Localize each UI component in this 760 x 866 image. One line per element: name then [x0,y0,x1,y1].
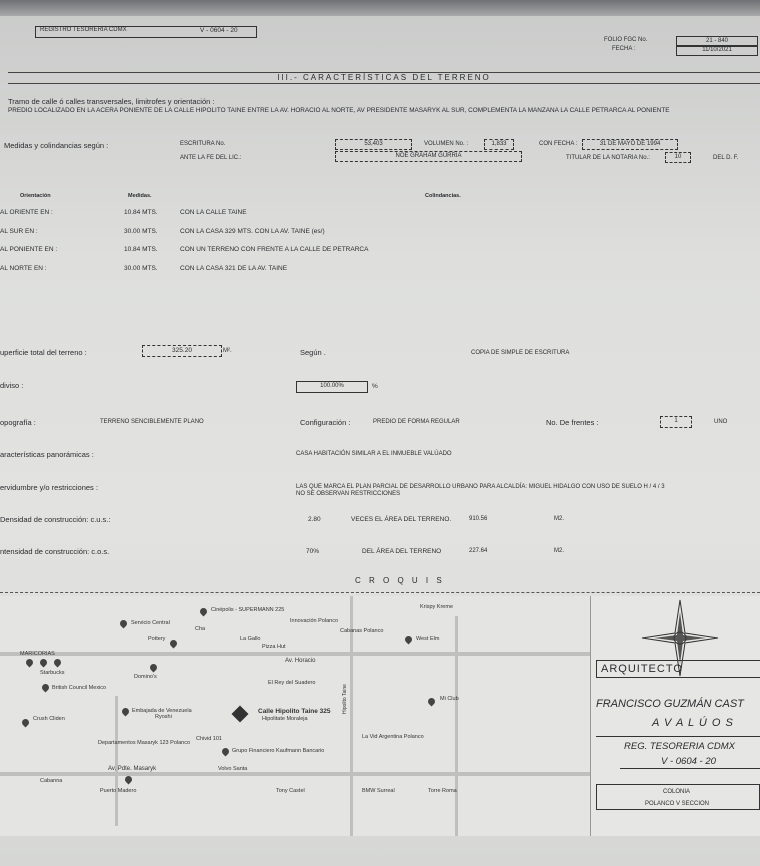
pin-icon [169,639,179,649]
pin-icon [404,635,414,645]
notaria-value: 10 [665,152,691,163]
tramo-text: PREDIO LOCALIZADO EN LA ACERA PONIENTE DE LA CALLE HIPOLITO TAINE ENTRE LA AV. HORACIO AL NORTE, AV PRESIDENTE MASARYK AL SUR, COMPLEMENTA LA MANZANA LA CALLE PETRARCA AL PONIENTE [8,107,670,114]
place-label: West Elm [416,636,440,642]
row-orientacion: AL SUR EN : [0,228,38,235]
stamp-role: A V A L Ú O S [652,717,734,729]
ante-label: ANTE LA FE DEL LIC.: [180,155,242,161]
cus-factor: 2.80 [308,516,321,523]
servidumbre-value-1: LAS QUE MARCA EL PLAN PARCIAL DE DESARROLLO URBANO PARA ALCALDÍA: MIGUEL HIDALGO CON USO DE SUELO H / 4 / 3 [296,484,665,490]
row-medida: 30.00 MTS. [124,228,158,235]
header-medidas: Medidas. [128,193,152,199]
cus-label: Densidad de construcción: c.u.s.: [0,515,111,524]
topografia-value: TERRENO SENCIBLEMENTE PLANO [100,419,204,425]
place-label: Pottery [148,636,166,642]
superficie-value: 325.20 [142,345,222,357]
place-label: Cabanna [40,778,63,784]
volumen-value: 1,833 [484,139,514,150]
medidas-label: Medidas y colindancias según : [4,141,109,150]
frentes-value: 1 [660,416,692,428]
frentes-text: UNO [714,419,728,425]
croquis-title: C R O Q U I S [355,576,445,585]
con-fecha-value: 31 DE MAYO DE 1994 [582,139,678,150]
place-label: Grupo Financiero Kaufmann Bancario [232,748,325,754]
place-label: BMW Surreal [362,788,395,794]
place-label: Puerto Madero [100,788,137,794]
street-masaryk: Av. Pdte. Masaryk [108,766,157,772]
row-medida: 30.00 MTS. [124,265,158,272]
pin-icon [21,718,31,728]
pin-icon [25,658,35,668]
folio-value: 21 - 840 [676,36,758,47]
location-marker-icon [232,706,249,723]
pin-icon [427,697,437,707]
place-label: Cabanas Polanco [340,628,384,634]
place-label: Chivid 101 [196,736,222,742]
titular-label: TITULAR DE LA NOTARIA No.: [566,155,650,161]
place-label: Cinépolis - SUPERMANN 225 [211,607,285,613]
place-label: Volvo Santa [218,766,248,772]
configuracion-label: Configuración : [300,418,351,427]
escritura-label: ESCRITURA No. [180,141,226,147]
road-masaryk [0,772,590,776]
stamp-underline [620,768,760,769]
place-label: Mi Club [440,696,459,702]
cos-factor: 70% [306,548,320,555]
panoramicas-label: aracterísticas panorámicas : [0,450,94,459]
place-label: Embajada de Venezuela [132,708,192,714]
topografia-label: opografía : [0,418,36,427]
place-label: Cha [195,626,206,632]
cos-text: DEL ÁREA DEL TERRENO [362,548,442,555]
row-orientacion: AL NORTE EN : [0,265,47,272]
place-label: Crush Cliden [33,716,65,722]
place-label: British Council Mexico [52,685,107,691]
stamp-reg-value: V - 0604 - 20 [661,756,716,767]
notario-value: NOE GRAHAM GURRIA [335,151,522,162]
row-orientacion: AL ORIENTE EN : [0,209,53,216]
row-colindancia: CON LA CALLE TAINE [180,209,247,216]
top-edge [0,0,760,16]
place-label: Tony Castel [276,788,305,794]
stamp-divider [596,736,760,737]
place-label: Pizza Hut [262,644,286,650]
servidumbre-value-2: NO SE OBSERVAN RESTRICCIONES [296,491,401,497]
place-label: Torre Roma [428,788,457,794]
row-colindancia: CON LA CASA 329 MTS. CON LA AV. TAINE (es/) [180,228,325,235]
croquis-top-border [0,592,760,593]
cos-label: ntensidad de construcción: c.o.s. [0,547,110,556]
configuracion-value: PREDIO DE FORMA REGULAR [373,419,460,425]
header-orientacion: Orientación [20,193,51,199]
segun-label: Según . [300,348,326,357]
stamp-name: FRANCISCO GUZMÁN CAST [596,698,744,710]
place-label: Ryoshi [155,714,172,720]
superficie-unit: M². [223,348,232,354]
indiviso-unit: % [372,383,378,390]
cos-unit: M2. [554,548,565,554]
place-label: La Vid Argentina Polanco [362,734,424,740]
segun-value: COPIA DE SIMPLE DE ESCRITURA [471,350,570,356]
pin-icon [41,683,51,693]
pin-icon [199,607,209,617]
street-taine: Hipolito Taine [341,684,348,714]
cus-unit: M2. [554,516,565,522]
row-orientacion: AL PONIENTE EN : [0,246,58,253]
colonia-value: POLANCO V SECCION [645,801,710,807]
stamp-firm: ARQUITECTO [596,660,760,678]
fecha-value: 11/10/2021 [676,45,758,56]
colonia-label: COLONIA [663,789,691,795]
place-label: El Rey del Suadero [268,680,316,686]
cos-area: 227.64 [469,548,488,554]
tramo-label: Tramo de calle ó calles transversales, limitrofes y orientación : [8,97,215,106]
place-label: Servicio Central [131,620,170,626]
row-colindancia: CON UN TERRENO CON FRENTE A LA CALLE DE PETRARCA [180,246,369,253]
volumen-label: VOLUMEN No. : [424,141,469,147]
con-fecha-label: CON FECHA : [539,141,578,147]
place-label: Krispy Kreme [420,604,454,610]
row-medida: 10.84 MTS. [124,246,158,253]
stamp-reg-label: REG. TESORERIA CDMX [624,741,736,752]
row-colindancia: CON LA CASA 321 DE LA AV. TAINE [180,265,288,272]
place-label: La Gallo [240,636,261,642]
header-colindancias: Colindancias. [425,193,461,199]
place-label: Hipolitate Moraleja [262,716,308,722]
pin-icon [149,663,159,673]
superficie-label: uperficie total del terreno : [0,348,87,357]
servidumbre-label: ervidumbre y/o restricciones : [0,483,98,492]
cus-text: VECES EL ÁREA DEL TERRENO. [351,516,452,523]
del-label: DEL D. F. [713,155,739,161]
pin-icon [124,775,134,785]
indiviso-value: 100.00% [296,381,368,393]
cus-area: 910.56 [469,516,488,522]
registro-label: REGISTRO TESORERIA CDMX [40,27,127,33]
road-petrarca [115,696,118,826]
pin-icon [119,619,129,629]
street-taine-325: Calle Hipolito Taine 325 [258,708,331,715]
street-horacio: Av. Horacio [285,658,316,664]
place-label: Starbucks [40,670,65,676]
row-medida: 10.84 MTS. [124,209,158,216]
pin-icon [121,707,131,717]
place-label: Innovación Polanco [290,618,339,624]
pin-icon [53,658,63,668]
frentes-label: No. De frentes : [546,418,599,427]
pin-icon [221,747,231,757]
registro-value: V - 0604 - 20 [200,27,238,34]
road-vertical [455,616,458,836]
indiviso-label: diviso : [0,381,24,390]
place-label: MARICORIAS [20,651,55,657]
croquis-map [0,596,760,836]
fecha-label: FECHA : [612,46,636,52]
folio-label: FOLIO FGC No. [604,37,648,43]
section-title: III.- CARACTERÍSTICAS DEL TERRENO [8,72,760,84]
panoramicas-value: CASA HABITACIÓN SIMILAR A EL INMUEBLE VALÚADO [296,451,452,457]
pin-icon [39,658,49,668]
place-label: Departamentos Masaryk 123 Polanco [98,740,191,746]
place-label: Domino's [134,674,157,680]
escritura-value: 53,403 [335,139,412,150]
road-horacio [0,652,590,656]
